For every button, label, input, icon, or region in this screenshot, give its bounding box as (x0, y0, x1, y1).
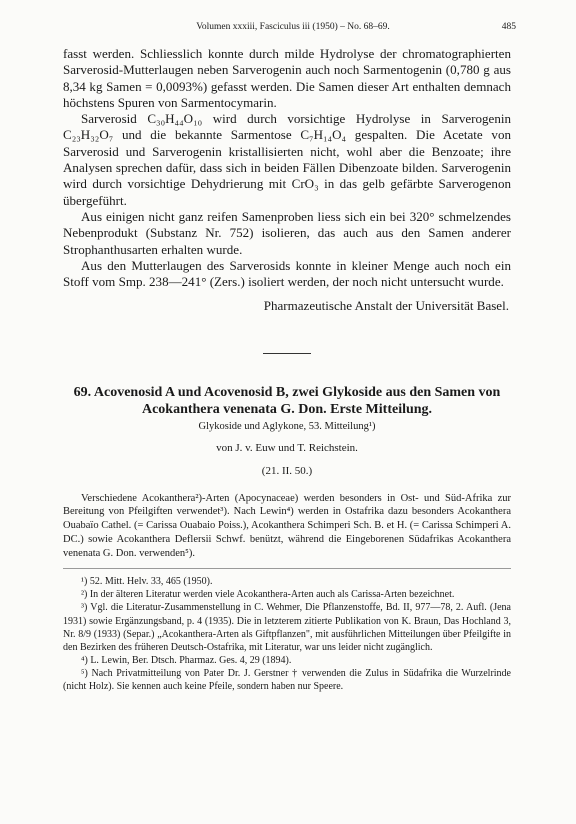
section-divider (263, 353, 311, 354)
article-title: 69. Acovenosid A und Acovenosid B, zwei Glykoside aus den Samen von Acokanthera venenata G. Don. Erste Mitteilung. (73, 384, 501, 417)
footnote-2: ²) In der älteren Literatur werden viele Acokanthera-Arten auch als Carissa-Arten bezeichnet. (81, 589, 455, 601)
affiliation-signature: Pharmazeutische Anstalt der Universität Basel. (263, 298, 509, 314)
footnote-3: ³) Vgl. die Literatur-Zusammenstellung in C. Wehmer, Die Pflanzenstoffe, Bd. II, 977—78, 2. Aufl. (Jena 1931) sowie Ergänzungsband, p. 4 (1935). Die in letzterem zitierte Publikation von K. Braun, Das Hochland 3, Nr. 8/9 (1933) (Separ.) „Acokanthera-Arten als Giftpflanzen", mit ausführlichen Mitteilungen über Pfeilgifte in den Bezirken des früheren Deutsch-Ostafrika, mit Literatur, war uns leider nicht zugänglich. (63, 602, 511, 653)
paragraph-3: Aus einigen nicht ganz reifen Samenproben liess sich ein bei 320° schmelzendes Nebenprodukt (Substanz Nr. 752) isolieren, das auch aus den Samen anderer Strophanthusarten erhalten wurde. (63, 208, 511, 257)
paragraph-4: Aus den Mutterlaugen des Sarverosids konnte in kleiner Menge auch noch ein Stoff vom Smp. 238—241° (Zers.) isoliert werden, der noch nicht untersucht wurde. (63, 257, 511, 290)
footnote-4: ⁴) L. Lewin, Ber. Dtsch. Pharmaz. Ges. 4, 29 (1894). (81, 654, 292, 666)
abstract-text: Verschiedene Acokanthera²)-Arten (Apocynaceae) werden besonders in Ost- und Süd-Afrika zur Bereitung von Pfeilgiften verwendet³). Nach Lewin⁴) werden in Ostafrika dazu besonders Acokanthera Ouabaïo Cathel. (= Carissa Ouabaio Poiss.), Acokanthera Schimperi Sch. B. et H. (= Carissa Schimperi A. DC.) sowie Acokanthera Deflersii Schwf. benützt, während die Eingeborenen Südafrikas Acokanthera venenata G. Don. verwenden⁵). (63, 492, 511, 559)
footnote-1: ¹) 52. Mitt. Helv. 33, 465 (1950). (81, 576, 213, 588)
footnote-5: ⁵) Nach Privatmitteilung von Pater Dr. J. Gerstner † verwenden die Zulus in Südafrika die Wurzelrinde (nicht Holz). Sie kennen auch keine Pfeile, sondern haben nur Speere. (63, 667, 511, 693)
footnotes (63, 575, 511, 693)
paragraph-1: fasst werden. Schliesslich konnte durch milde Hydrolyse der chromatographierten Sarverosid-Mutterlaugen neben Sarverogenin auch noch Sarmentogenin (0,780 g aus 8,34 kg Samen = 0,0093%) gefasst werden. Die Samen dieser Art enthalten demnach höchstens Spuren von Sarmentocymarin. (63, 46, 511, 110)
article-subtitle: Glykoside und Aglykone, 53. Mitteilung¹) (198, 420, 376, 432)
main-text (63, 46, 511, 693)
running-header (70, 22, 516, 36)
article-abstract (63, 492, 511, 561)
paragraph-2: Sarverosid C₃₀H₄₄O₁₀ wird durch vorsichtige Hydrolyse in Sarverogenin C₂₃H₃₂O₇ und die bekannte Sarmentose C₇H₁₄O₄ gespalten. Die Acetate von Sarverosid und Sarverogenin kristallisierten nicht, wohl aber die Benzoate; ihre Analysen sprechen dafür, dass sich in beiden Fällen Dibenzoate bilden. Sarverogenin wird durch vorsichtige Dehydrierung mit CrO₃ in das gelb gefärbte Sarverogenon übergeführt. (63, 111, 511, 208)
article-date: (21. II. 50.) (261, 464, 313, 477)
running-title: Volumen xxxiii, Fasciculus iii (1950) – No. 68–69. (196, 22, 390, 32)
article-authors: von J. v. Euw und T. Reichstein. (216, 441, 358, 454)
footnote-divider (63, 568, 511, 569)
page-number: 485 (501, 22, 516, 32)
